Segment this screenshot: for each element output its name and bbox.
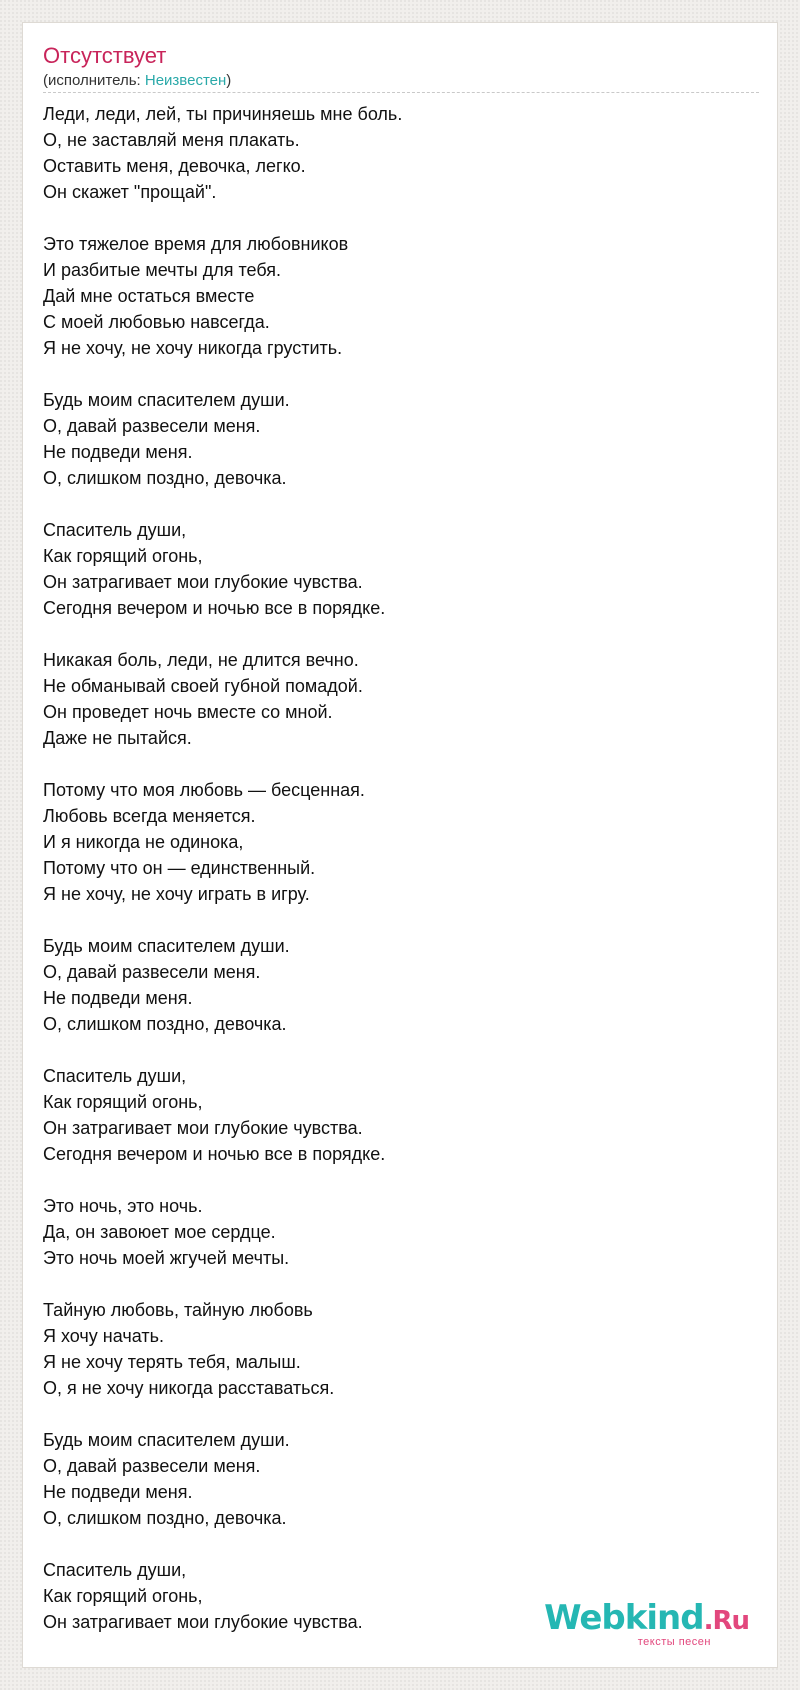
stanza — [43, 231, 759, 361]
stanza — [43, 647, 759, 751]
artist-suffix: ) — [226, 72, 232, 89]
lyric-line: Будь моим спасителем души. — [43, 1430, 290, 1450]
artist-prefix: (исполнитель: — [43, 72, 145, 89]
stanza — [43, 933, 759, 1037]
lyric-line: Это ночь, это ночь. — [43, 1196, 203, 1216]
lyric-line: Он проведет ночь вместе со мной. — [43, 702, 333, 722]
lyric-line: Не обманывай своей губной помадой. — [43, 676, 363, 696]
lyrics-card — [22, 22, 778, 1668]
lyric-line: О, давай развесели меня. — [43, 416, 261, 436]
lyric-line: Как горящий огонь, — [43, 546, 203, 566]
lyric-line: Леди, леди, лей, ты причиняешь мне боль. — [43, 104, 403, 124]
logo-wordmark — [529, 1599, 749, 1640]
logo-tagline: тексты песен — [637, 1636, 711, 1648]
lyric-line: С моей любовью навсегда. — [43, 312, 270, 332]
stanza — [43, 1427, 759, 1531]
lyric-line: Да, он завоюет мое сердце. — [43, 1222, 276, 1242]
lyric-line: Никакая боль, леди, не длится вечно. — [43, 650, 359, 670]
song-header — [43, 43, 759, 93]
lyric-line: Не подведи меня. — [43, 442, 193, 462]
stanza — [43, 777, 759, 907]
lyric-line: Как горящий огонь, — [43, 1092, 203, 1112]
stanza — [43, 517, 759, 621]
logo-main-text: Webkind — [544, 1598, 704, 1638]
lyric-line: Оставить меня, девочка, легко. — [43, 156, 306, 176]
song-title: Отсутствует — [43, 43, 167, 68]
lyric-line: Я хочу начать. — [43, 1326, 164, 1346]
lyric-line: Как горящий огонь, — [43, 1586, 203, 1606]
lyric-line: Я не хочу, не хочу никогда грустить. — [43, 338, 343, 358]
lyrics-text — [43, 101, 759, 1661]
lyric-line: Он затрагивает мои глубокие чувства. — [43, 572, 363, 592]
lyric-line: Дай мне остаться вместе — [43, 286, 255, 306]
lyric-line: Не подведи меня. — [43, 1482, 193, 1502]
lyric-line: О, я не хочу никогда расставаться. — [43, 1378, 335, 1398]
lyric-line: О, слишком поздно, девочка. — [43, 1508, 287, 1528]
lyric-line: Спаситель души, — [43, 1066, 187, 1086]
lyric-line: Тайную любовь, тайную любовь — [43, 1300, 313, 1320]
stanza — [43, 1193, 759, 1271]
lyric-line: Это тяжелое время для любовников — [43, 234, 349, 254]
lyric-line: О, давай развесели меня. — [43, 1456, 261, 1476]
lyric-line: Я не хочу терять тебя, малыш. — [43, 1352, 301, 1372]
artist-line — [43, 72, 759, 90]
artist-link[interactable]: Неизвестен — [144, 72, 227, 89]
webkind-logo[interactable] — [529, 1599, 749, 1649]
lyric-line: Будь моим спасителем души. — [43, 936, 290, 956]
lyric-line: О, не заставляй меня плакать. — [43, 130, 300, 150]
lyric-line: Я не хочу, не хочу играть в игру. — [43, 884, 310, 904]
lyric-line: И я никогда не одинока, — [43, 832, 244, 852]
lyric-line: Спаситель души, — [43, 1560, 187, 1580]
lyric-line: О, давай развесели меня. — [43, 962, 261, 982]
header-divider — [43, 92, 759, 93]
lyric-line: Он затрагивает мои глубокие чувства. — [43, 1118, 363, 1138]
stanza — [43, 1297, 759, 1401]
stanza — [43, 1063, 759, 1167]
lyric-line: Потому что он — единственный. — [43, 858, 316, 878]
lyric-line: Не подведи меня. — [43, 988, 193, 1008]
logo-tld: .Ru — [703, 1606, 749, 1636]
stanza — [43, 101, 759, 205]
lyric-line: О, слишком поздно, девочка. — [43, 468, 287, 488]
lyric-line: О, слишком поздно, девочка. — [43, 1014, 287, 1034]
lyric-line: Сегодня вечером и ночью все в порядке. — [43, 598, 386, 618]
lyric-line: Любовь всегда меняется. — [43, 806, 256, 826]
lyric-line: Сегодня вечером и ночью все в порядке. — [43, 1144, 386, 1164]
lyric-line: Даже не пытайся. — [43, 728, 192, 748]
lyric-line: Он скажет "прощай". — [43, 182, 217, 202]
lyric-line: Будь моим спасителем души. — [43, 390, 290, 410]
lyric-line: Это ночь моей жгучей мечты. — [43, 1248, 290, 1268]
stanza — [43, 387, 759, 491]
lyric-line: Спаситель души, — [43, 520, 187, 540]
lyric-line: Он затрагивает мои глубокие чувства. — [43, 1612, 363, 1632]
lyric-line: Потому что моя любовь — бесценная. — [43, 780, 365, 800]
lyric-line: И разбитые мечты для тебя. — [43, 260, 281, 280]
